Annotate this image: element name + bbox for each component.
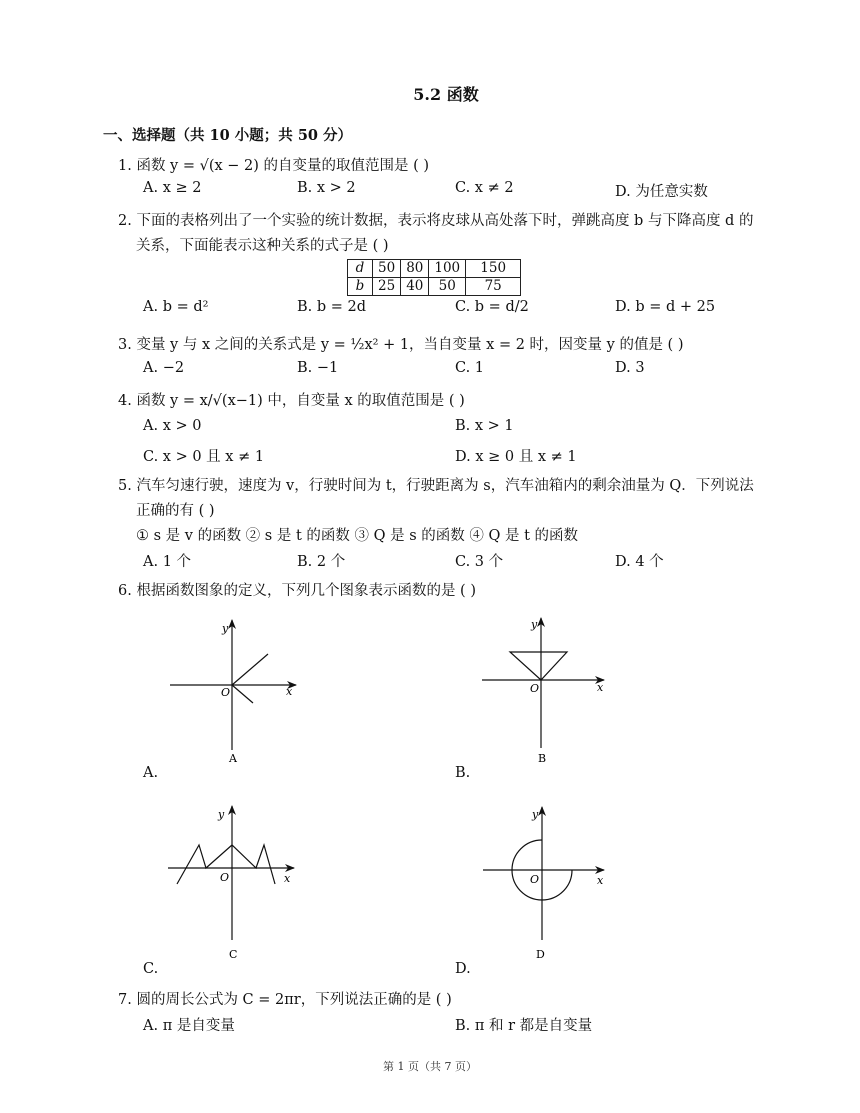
origin-label: O bbox=[220, 871, 230, 884]
q4-option-d: D. x ≥ 0 且 x ≠ 1 bbox=[455, 449, 577, 465]
origin-label: O bbox=[530, 873, 540, 886]
q2-stem-line1: 2. 下面的表格列出了一个实验的统计数据，表示将皮球从高处落下时，弹跳高度 b 与下降高度 d 的 bbox=[118, 213, 754, 229]
q6-option-c: C. bbox=[143, 961, 159, 977]
q6-option-b: B. bbox=[455, 765, 471, 781]
y-axis-label: y bbox=[531, 618, 538, 631]
x-axis-label: x bbox=[597, 681, 604, 694]
graph-d bbox=[483, 807, 604, 940]
table-cell: d bbox=[348, 260, 373, 278]
q5-option-b: B. 2 个 bbox=[297, 554, 346, 570]
q4-option-c: C. x > 0 且 x ≠ 1 bbox=[143, 449, 265, 465]
q2-stem-line2: 关系，下面能表示这种关系的式子是 ( ) bbox=[136, 238, 389, 254]
origin-label: O bbox=[221, 686, 231, 699]
q1-option-b: B. x > 2 bbox=[297, 180, 356, 196]
graph-b bbox=[482, 618, 604, 748]
q5-statements: ① s 是 v 的函数 ② s 是 t 的函数 ③ Q 是 s 的函数 ④ Q 是 t 的函数 bbox=[136, 528, 579, 544]
table-cell: 150 bbox=[466, 260, 521, 278]
table-cell: 80 bbox=[401, 260, 429, 278]
q6-stem: 6. 根据函数图象的定义，下列几个图象表示函数的是 ( ) bbox=[118, 583, 476, 599]
q4-option-a: A. x > 0 bbox=[143, 418, 202, 434]
q3-option-d: D. 3 bbox=[615, 360, 645, 376]
x-axis-label: x bbox=[286, 685, 293, 698]
graph-c bbox=[168, 806, 294, 940]
q3-option-c: C. 1 bbox=[455, 360, 485, 376]
q2-option-a: A. b = d² bbox=[143, 299, 209, 315]
graph-letter-b: B bbox=[538, 752, 547, 765]
q3-stem: 3. 变量 y 与 x 之间的关系式是 y = ½x² + 1，当自变量 x = 2 时，因变量 y 的值是 ( ) bbox=[118, 337, 684, 353]
q7-option-b: B. π 和 r 都是自变量 bbox=[455, 1018, 593, 1034]
q7-stem: 7. 圆的周长公式为 C = 2πr，下列说法正确的是 ( ) bbox=[118, 992, 452, 1008]
x-axis-label: x bbox=[284, 872, 291, 885]
table-cell: 75 bbox=[466, 278, 521, 296]
q5-option-a: A. 1 个 bbox=[143, 554, 192, 570]
table-cell: 25 bbox=[373, 278, 401, 296]
graph-line bbox=[232, 685, 253, 703]
q7-option-a: A. π 是自变量 bbox=[143, 1018, 235, 1034]
x-axis-label: x bbox=[597, 874, 604, 887]
q3-option-a: A. −2 bbox=[143, 360, 185, 376]
q2-option-c: C. b = d/2 bbox=[455, 299, 529, 315]
q4-option-b: B. x > 1 bbox=[455, 418, 514, 434]
page-title: 5.2 函数 bbox=[413, 85, 479, 104]
table-cell: 50 bbox=[373, 260, 401, 278]
graph-letter-a: A bbox=[229, 752, 237, 765]
q6-option-d: D. bbox=[455, 961, 471, 977]
graph-letter-c: C bbox=[229, 948, 238, 961]
graph-letter-d: D bbox=[536, 948, 545, 961]
q2-option-d: D. b = d + 25 bbox=[615, 299, 716, 315]
table-cell: 40 bbox=[401, 278, 429, 296]
q6-option-a: A. bbox=[143, 765, 159, 781]
y-axis-label: y bbox=[532, 808, 539, 821]
q5-stem-line2: 正确的有 ( ) bbox=[136, 503, 215, 519]
q3-option-b: B. −1 bbox=[297, 360, 339, 376]
y-axis-label: y bbox=[222, 622, 229, 635]
graph-line bbox=[232, 654, 268, 685]
table-cell: b bbox=[348, 278, 373, 296]
section-title: 一、选择题（共 10 小题；共 50 分） bbox=[103, 127, 353, 144]
y-axis-label: y bbox=[218, 808, 225, 821]
q4-stem: 4. 函数 y = x/√(x−1) 中，自变量 x 的取值范围是 ( ) bbox=[118, 393, 465, 409]
q5-option-c: C. 3 个 bbox=[455, 554, 504, 570]
table-cell: 100 bbox=[429, 260, 466, 278]
graph-a bbox=[170, 620, 296, 750]
q1-option-a: A. x ≥ 2 bbox=[143, 180, 202, 196]
page-footer: 第 1 页（共 7 页） bbox=[383, 1060, 477, 1073]
q1-stem: 1. 函数 y = √(x − 2) 的自变量的取值范围是 ( ) bbox=[118, 158, 430, 174]
q2-option-b: B. b = 2d bbox=[297, 299, 367, 315]
origin-label: O bbox=[530, 682, 540, 695]
q5-stem-line1: 5. 汽车匀速行驶，速度为 v，行驶时间为 t，行驶距离为 s，汽车油箱内的剩余油量为 Q．下列说法 bbox=[118, 478, 754, 494]
table-cell: 50 bbox=[429, 278, 466, 296]
q1-option-d: D. 为任意实数 bbox=[615, 184, 708, 200]
triangle-shape bbox=[510, 652, 567, 680]
q5-option-d: D. 4 个 bbox=[615, 554, 664, 570]
q1-option-c: C. x ≠ 2 bbox=[455, 180, 514, 196]
